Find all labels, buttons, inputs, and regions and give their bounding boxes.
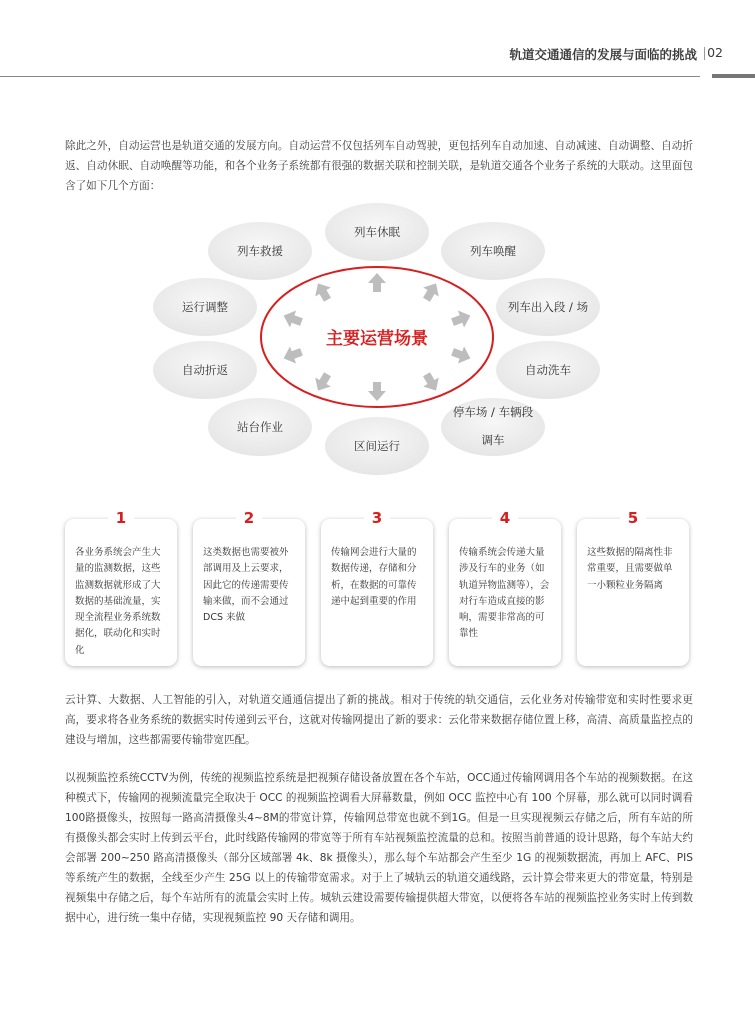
card-number-badge: 2 [236,505,262,531]
scenario-label: 列车出入段 / 场 [507,300,589,314]
center-label: 主要运营场景 [326,329,428,349]
scenario-label: 区间运行 [354,439,400,453]
scenario-oval-train-wake [441,222,545,280]
card-number-badge: 3 [364,505,390,531]
card-text: 各业务系统会产生大量的监测数据，这些监测数据就形成了大数据的基础流量，实现全流程业务系统数据化，联动化和实时化 [75,547,161,656]
card-text: 这些数据的隔离性非常重要，且需要做单一小颗粒业务隔离 [587,547,673,591]
scenario-oval-auto-turnback [153,341,257,399]
info-card-4 [449,519,561,666]
scenario-oval-train-rescue [208,222,312,280]
page-number: 02 [707,45,723,60]
scenario-oval-auto-wash [496,341,600,399]
scenario-oval-depot-entry-exit [496,278,600,336]
card-number-badge: 5 [620,505,646,531]
scenario-oval-run-adjust [153,278,257,336]
info-card-5 [577,519,689,666]
card-number-badge: 1 [108,505,134,531]
card-text: 这类数据也需要被外部调用及上云要求，因此它的传递需要传输来做，而不会通过 DCS 来做 [203,547,289,624]
scenario-label: 自动洗车 [525,363,571,377]
scenario-oval-depot-shunting [441,398,545,456]
scenario-oval-platform-ops [208,398,312,456]
paragraph-cctv-example: 以视频监控系统CCTV为例，传统的视频监控系统是把视频存储设备放置在各个车站，OCC通过传输网调用各个车站的视频数据。在这种模式下，传输网的视频流量完全取决于 OCC 的视频监控调看大屏幕数量，例如 OCC 监控中心有 100 个屏幕，那么就可以同时调看 100路摄像头，按照每一路高清摄像头4~8M的带宽计算，传输网总带宽也就不到1G。但是一旦实现视频云存储之后，所有车站的所有摄像头都会实时上传到云平台，此时线路传输网的带宽等于所有车站视频监控流量的总和。按照当前普通的设计思路，每个车站大约会部署 200~250 路高清摄像头（部分区域部署 4k、8k 摄像头），那么每个车站都会产生至少 1G 的视频数据流，再加上 AFC、PIS 等系统产生的数据，全线至少产生 25G 以上的传输带宽需求。对于上了城轨云的轨道交通线路，云计算会带来更大的带宽量，特别是视频集中存储之后，每个车站所有的流量会实时上传。城轨云建设需要传输提供超大带宽，以便将各车站的视频监控业务实时上传到数据中心，进行统一集中存储，实现视频监控 90 天存储和调用。 [65,772,693,924]
info-card-3 [321,519,433,666]
scenario-label: 列车唤醒 [470,244,516,258]
scenario-label: 列车休眠 [354,225,400,239]
scenario-label: 运行调整 [182,300,228,314]
scenario-oval-train-sleep [325,203,429,261]
operation-scenarios-diagram [0,0,755,500]
scenario-label: 调车 [481,433,505,447]
scenario-label: 站台作业 [237,420,283,434]
scenario-label: 停车场 / 车辆段 [452,405,534,419]
intro-paragraph: 除此之外，自动运营也是轨道交通的发展方向。自动运营不仅包括列车自动驾驶，更包括列车自动加速、自动减速、自动调整、自动折返、自动休眠、自动唤醒等功能，和各个业务子系统都有很强的数据关联和控制关联，是轨道交通各个业务子系统的大联动。这里面包含了如下几个方面： [65,140,693,192]
info-card-1 [65,519,177,666]
card-text: 传输系统会传递大量涉及行车的业务（如轨道异物监测等），会对行车造成直接的影响，需要非常高的可靠性 [459,547,550,640]
info-card-2 [193,519,305,666]
paragraph-cloud-challenge: 云计算、大数据、人工智能的引入，对轨道交通通信提出了新的挑战。相对于传统的轨交通信，云化业务对传输带宽和实时性要求更高，要求将各业务系统的数据实时传递到云平台，这就对传输网提出了新的要求：云化带来数据存储位置上移，高清、高质量监控点的建设与增加，这些都需要传输带宽匹配。 [65,694,693,746]
scenario-label: 列车救援 [237,244,283,258]
scenario-label: 自动折返 [182,363,228,377]
card-text: 传输网会进行大量的数据传递，存储和分析，在数据的可靠传递中起到重要的作用 [331,547,417,607]
card-number-badge: 4 [492,505,518,531]
scenario-oval-section-run [325,417,429,475]
running-header-title: 轨道交通通信的发展与面临的挑战 [509,47,697,62]
